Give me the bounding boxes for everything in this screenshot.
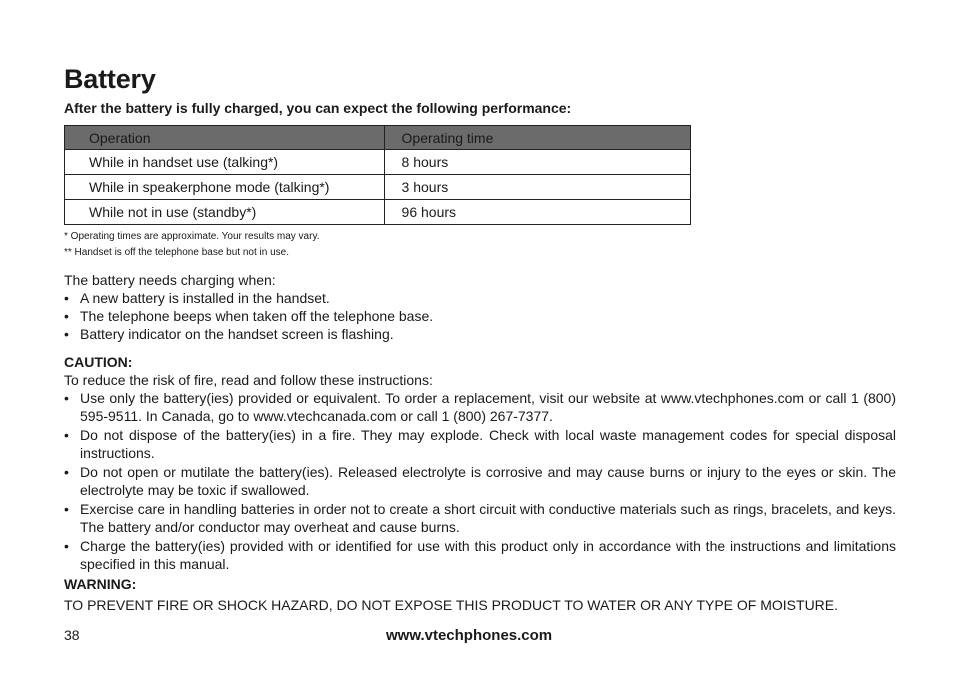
column-header-operation: Operation (65, 126, 385, 150)
table-row (65, 200, 691, 225)
list-item: • The telephone beeps when taken off the telephone base. (64, 307, 896, 325)
table-cell-operation: While in speakerphone mode (talking*) (65, 175, 385, 200)
table-cell-time: 3 hours (384, 175, 690, 200)
page-title: Battery (64, 64, 156, 94)
page-footer (64, 627, 896, 647)
charging-heading: The battery needs charging when: (64, 272, 276, 288)
caution-lead: To reduce the risk of fire, read and follow these instructions: (64, 372, 433, 388)
table-cell-operation: While in handset use (talking*) (65, 150, 385, 175)
list-item: • Exercise care in handling batteries in order not to create a short circuit with conductive materials such as rings, bracelets, and keys. The battery and/or conductor may overheat and cause burns. (64, 500, 896, 536)
footnote: * Operating times are approximate. Your results may vary. (64, 231, 320, 242)
table-cell-time: 8 hours (384, 150, 690, 175)
table-row (65, 150, 691, 175)
intro-text: After the battery is fully charged, you can expect the following performance: (64, 100, 572, 116)
list-item: • Do not dispose of the battery(ies) in a fire. They may explode. Check with local waste management codes for special disposal instructions. (64, 426, 896, 462)
list-item: • Use only the battery(ies) provided or equivalent. To order a replacement, visit our website at www.vtechphones.com or call 1 (800) 595-9511. In Canada, go to www.vtechcanada.com or call 1 (800) 267-7377. (64, 389, 896, 425)
table-row (65, 175, 691, 200)
list-item: • A new battery is installed in the handset. (64, 289, 896, 307)
page-number: 38 (64, 627, 80, 643)
table-footnotes (64, 229, 896, 261)
table-cell-operation: While not in use (standby*) (65, 200, 385, 225)
list-item: • Charge the battery(ies) provided with or identified for use with this product only in accordance with the instructions and limitations specified in this manual. (64, 537, 896, 573)
manual-page (64, 62, 896, 614)
warning-heading: WARNING: (64, 576, 137, 592)
list-item: • Do not open or mutilate the battery(ies). Released electrolyte is corrosive and may cause burns or injury to the eyes or skin. The electrolyte may be toxic if swallowed. (64, 463, 896, 499)
footer-website: www.vtechphones.com (386, 627, 553, 644)
warning-text: TO PREVENT FIRE OR SHOCK HAZARD, DO NOT EXPOSE THIS PRODUCT TO WATER OR ANY TYPE OF MOISTURE. (64, 597, 839, 613)
list-item: • Battery indicator on the handset screen is flashing. (64, 325, 896, 343)
column-header-operating-time: Operating time (384, 126, 690, 150)
charging-list (64, 289, 896, 343)
caution-heading: CAUTION: (64, 354, 133, 370)
table-header-row (65, 126, 691, 150)
performance-table (64, 125, 691, 225)
table-cell-time: 96 hours (384, 200, 690, 225)
caution-list (64, 389, 896, 573)
footnote: ** Handset is off the telephone base but not in use. (64, 247, 289, 258)
